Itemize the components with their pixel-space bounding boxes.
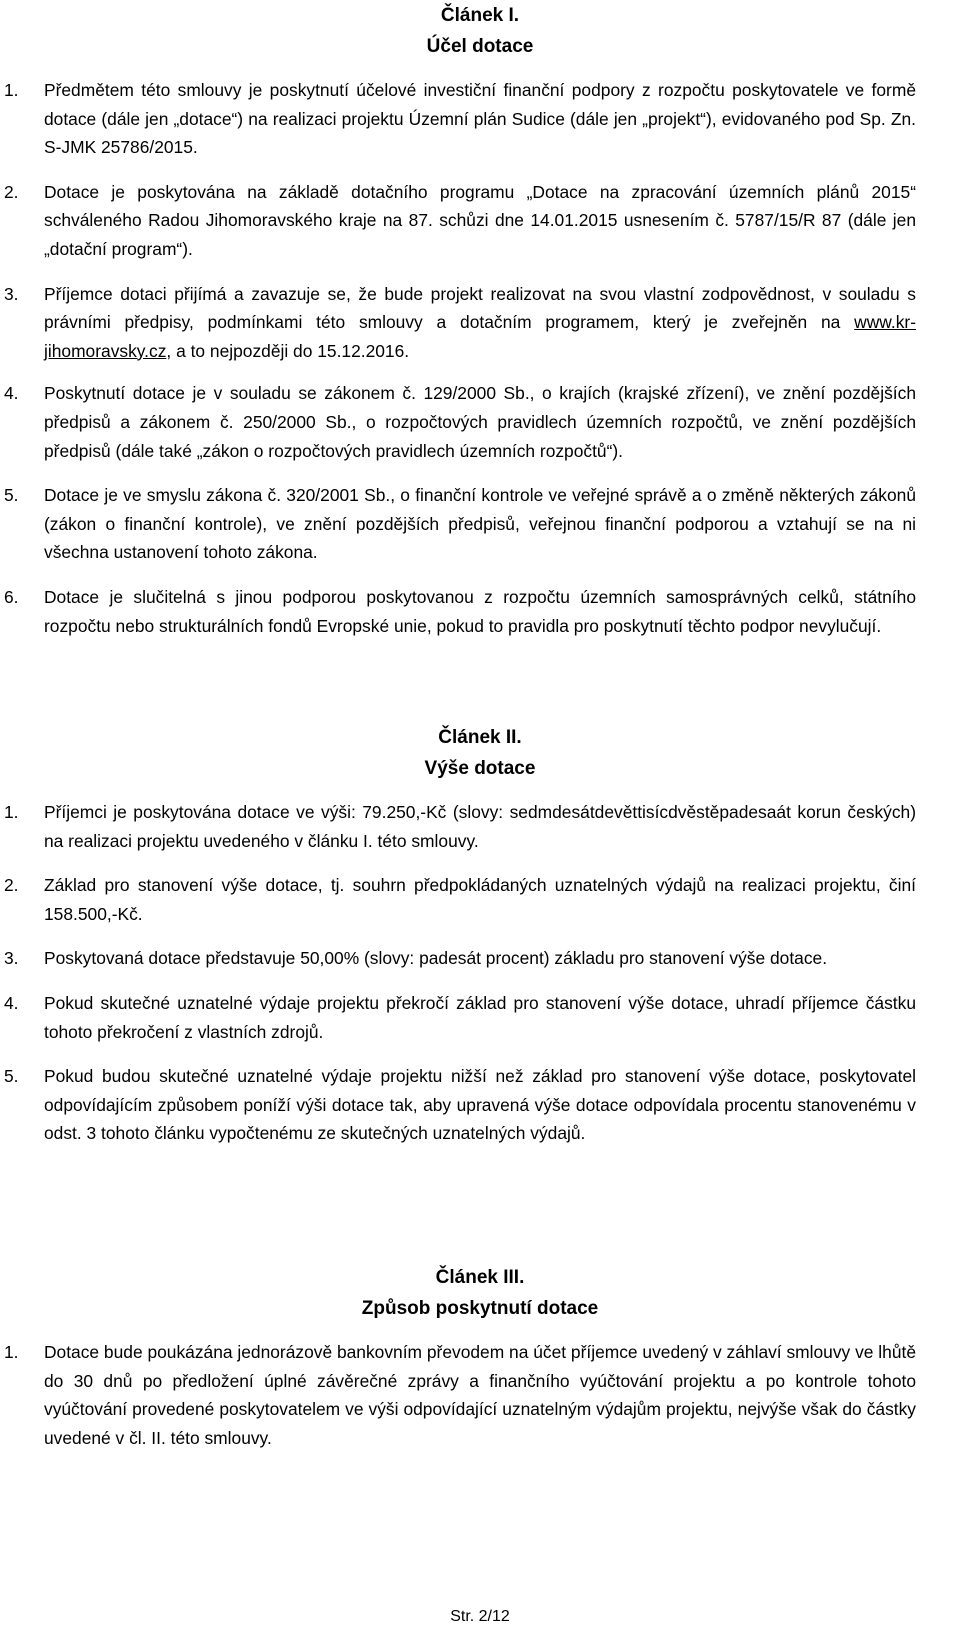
item-number: 2. (4, 875, 19, 896)
article-2-item-5 (4, 1062, 916, 1148)
item-text: Základ pro stanovení výše dotace, tj. souhrn předpokládaných uznatelných výdajů na realizaci projektu, činí 158.500,-Kč. (44, 875, 916, 924)
article-2-item-4 (4, 989, 916, 1046)
article-1 (0, 0, 960, 640)
item-text: Příjemci je poskytována dotace ve výši: 79.250,-Kč (slovy: sedmdesátdevěttisícdvěstěpadesaát korun českých) na realizaci projektu uvedeného v článku I. této smlouvy. (44, 802, 916, 851)
article-1-item-4 (4, 379, 916, 465)
item-number: 3. (4, 283, 19, 304)
article-1-item-3 (4, 280, 916, 366)
article-3 (0, 1262, 960, 1452)
article-1-item-6 (4, 583, 916, 640)
article-1-item-5 (4, 481, 916, 567)
item-number: 5. (4, 1066, 19, 1087)
item-text: Dotace je poskytována na základě dotačního programu „Dotace na zpracování územních plánů 2015“ schváleného Radou Jihomoravského kraje na 87. schůzi dne 14.01.2015 usnesením č. 5787/15/R 87 (dále jen „dotační program“). (44, 181, 916, 259)
item-text-after: , a to nejpozději do 15.12.2016. (166, 340, 410, 361)
item-text: Pokud budou skutečné uznatelné výdaje projektu nižší než základ pro stanovení výše dotace, poskytovatel odpovídajícím způsobem poníží výši dotace tak, aby upravená výše dotace odpovídala procentu stanovenému v odst. 3 tohoto článku vypočtenému ze skutečných uznatelných výdajů. (44, 1066, 916, 1144)
item-text-before: Příjemce dotaci přijímá a zavazuje se, že bude projekt realizovat na svou vlastní zodpovědnost, v souladu s právními předpisy, podmínkami této smlouvy a dotačním programem, který je zveřejněn na (44, 283, 916, 333)
item-text: Poskytovaná dotace představuje 50,00% (slovy: padesát procent) základu pro stanovení výše dotace. (44, 948, 828, 969)
kr-jihomoravsky-link[interactable]: www.kr-jihomoravsky.cz (44, 312, 916, 361)
item-number: 4. (4, 383, 19, 404)
item-text: Pokud skutečné uznatelné výdaje projektu překročí základ pro stanovení výše dotace, uhradí příjemce částku tohoto překročení z vlastních zdrojů. (44, 992, 916, 1042)
article-2-subtitle: Výše dotace (424, 758, 536, 779)
item-number: 4. (4, 992, 19, 1013)
item-number: 5. (4, 485, 19, 506)
article-2-item-2 (4, 871, 916, 928)
article-2-item-1 (4, 798, 916, 855)
article-2 (0, 722, 960, 1148)
page-number: Str. 2/12 (450, 1608, 510, 1625)
article-3-subtitle: Způsob poskytnutí dotace (361, 1298, 599, 1319)
item-text: Poskytnutí dotace je v souladu se zákonem č. 129/2000 Sb., o krajích (krajské zřízení), ve znění pozdějších předpisů a zákonem č. 250/2000 Sb., o rozpočtových pravidlech územních rozpočtů, ve znění pozdějších předpisů (dále také „zákon o rozpočtových pravidlech územních rozpočtů“). (44, 383, 916, 461)
article-1-item-2 (4, 178, 916, 264)
article-3-title: Článek III. (435, 1267, 525, 1288)
item-text: Dotace je slučitelná s jinou podporou poskytovanou z rozpočtu územních samosprávných celků, státního rozpočtu nebo strukturálních fondů Evropské unie, pokud to pravidla pro poskytnutí těchto podpor nevylučují. (44, 586, 916, 636)
item-number: 1. (4, 1342, 19, 1362)
article-1-subtitle: Účel dotace (426, 36, 534, 57)
article-1-item-1 (4, 76, 916, 162)
item-text: Dotace bude poukázána jednorázově bankovním převodem na účet příjemce uvedený v záhlaví smlouvy ve lhůtě do 30 dnů po předložení úplné závěrečné zprávy a finančního vyúčtování projektu a po kontrole tohoto vyúčtování provedené poskytovatelem ve výši odpovídající uznatelným výdajům projektu, nejvýše však do částky uvedené v čl. II. této smlouvy. (44, 1342, 916, 1448)
item-number: 1. (4, 802, 19, 822)
item-number: 2. (4, 181, 19, 202)
article-2-title: Článek II. (438, 727, 522, 748)
item-number: 1. (4, 80, 19, 100)
item-text: Předmětem této smlouvy je poskytnutí účelové investiční finanční podpory z rozpočtu poskytovatele ve formě dotace (dále jen „dotace“) na realizaci projektu Územní plán Sudice (dále jen „projekt“), evidovaného pod Sp. Zn. S-JMK 25786/2015. (44, 80, 916, 158)
item-text (44, 280, 916, 366)
item-number: 6. (4, 586, 19, 607)
item-number: 3. (4, 948, 19, 969)
article-3-item-1 (4, 1338, 916, 1452)
article-2-item-3 (4, 944, 916, 973)
item-text: Dotace je ve smyslu zákona č. 320/2001 Sb., o finanční kontrole ve veřejné správě a o změně některých zákonů (zákon o finanční kontrole), ve znění pozdějších předpisů, veřejnou finanční podporou a vztahují se na ni všechna ustanovení tohoto zákona. (44, 485, 916, 563)
article-1-title: Článek I. (440, 5, 520, 26)
